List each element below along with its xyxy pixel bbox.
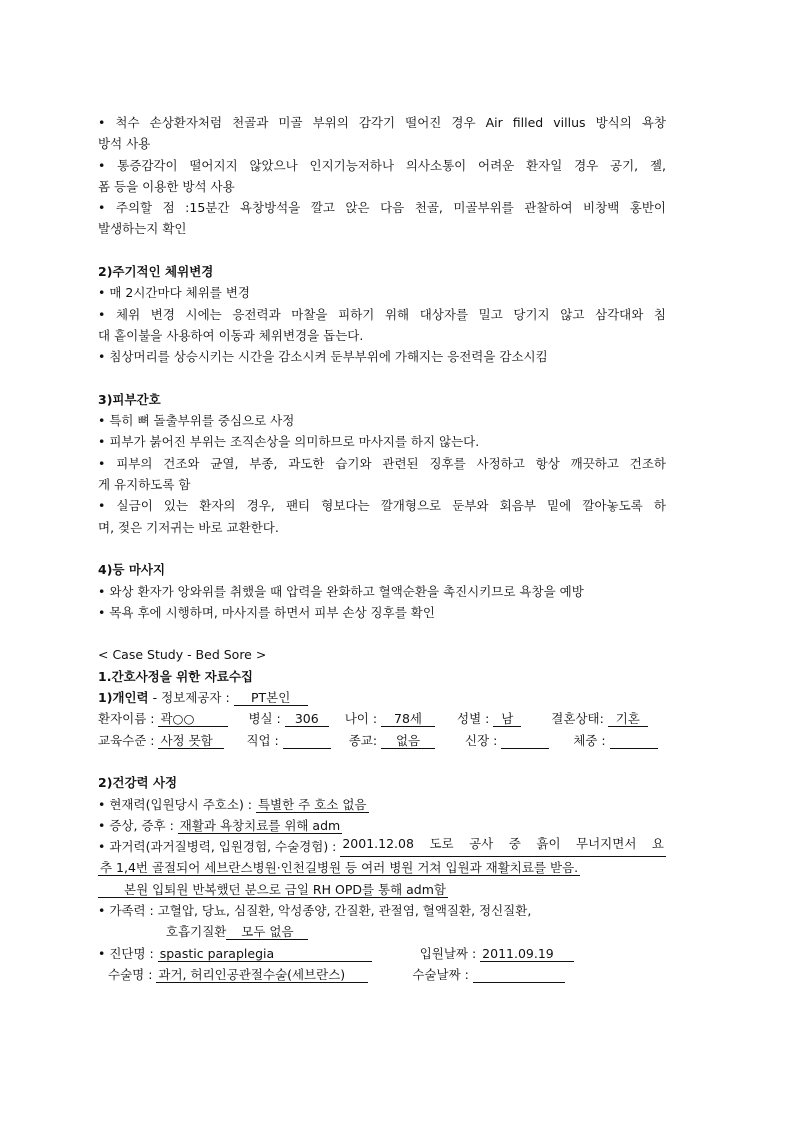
family-value-1: 고혈압, 당뇨, 심질환, 악성종양, 간질환, 관절염, 혈액질환, 정신질환, (157, 902, 532, 918)
name-value: 곽○○ (158, 711, 228, 727)
op-label: 수술명 : (108, 966, 157, 982)
family-value-3: 모두 없음 (226, 924, 308, 940)
patient-info-row (98, 708, 666, 729)
document-page (98, 112, 666, 985)
section-line: • 침상머리를 상승시키는 시간을 감소시켜 둔부부위에 가해지는 응전력을 감소시킴 (98, 349, 548, 365)
personal-title: 1)개인력 (98, 690, 149, 706)
job-label: 직업 : (246, 732, 283, 748)
section-line: • 피부가 붉어진 부위는 조직손상을 의미하므로 마사지를 하지 않는다. (98, 434, 480, 450)
marital-label: 결혼상태: (551, 711, 608, 727)
opdate-blank (473, 967, 565, 983)
section-title: 4)등 마사지 (98, 562, 166, 578)
job-blank (283, 733, 331, 749)
past-value-1: 2001.12.08 도로 공사 중 흙이 무너지면서 요 (340, 836, 666, 857)
sex-value: 남 (493, 711, 521, 727)
present-value: 특별한 주 호소 없음 (257, 796, 367, 812)
family-history-row (98, 921, 666, 942)
intro-line: 방석 사용 (98, 136, 151, 152)
section-line: • 목욕 후에 시행하며, 마사지를 하면서 피부 손상 징후를 확인 (98, 604, 435, 620)
dx-value: spastic paraplegia (158, 946, 372, 962)
past-history-row (98, 836, 666, 857)
section-line: 게 유지하도록 함 (98, 477, 191, 493)
intro-line: • 척수 손상환자처럼 천골과 미골 부위의 감각기 떨어진 경우 Air filled villus 방식의 욕창 (98, 115, 666, 130)
surgery-row (98, 964, 666, 985)
section-title: 3)피부간호 (98, 391, 161, 407)
section-line: • 실금이 있는 환자의 경우, 팬티 형보다는 깔개형으로 둔부와 회음부 밑에 깔아놓도록 하 (98, 498, 666, 514)
present-illness-row (98, 794, 666, 815)
provider-label: - 정보제공자 : (148, 690, 234, 706)
religion-value: 없음 (381, 733, 435, 749)
present-label: • 현재력(입원당시 주호소) : (98, 796, 256, 812)
edu-value: 사정 못함 (158, 733, 224, 749)
op-value: 과거, 허리인공관절수술(세브란스) (156, 967, 368, 983)
room-label: 병실 : (248, 711, 285, 727)
marital-value: 기혼 (608, 711, 648, 727)
section-line: 며, 젖은 기저귀는 바로 교환한다. (98, 519, 279, 535)
family-value-2: 호흡기질환 (166, 924, 227, 940)
past-value-3: 본원 입퇴원 반복했던 분으로 금일 RH OPD를 통해 adm함 (98, 882, 448, 898)
section-line: • 체위 변경 시에는 응전력과 마찰을 피하기 위해 대상자를 밀고 당기지 않고 삼각대와 침 (98, 306, 666, 322)
diagnosis-row (98, 943, 666, 964)
intro-line: • 주의할 점 :15분간 욕창방석을 깔고 앉은 다음 천골, 미골부위를 관찰하여 비창백 홍반이 (98, 200, 666, 216)
provider-value: PT본인 (234, 690, 308, 706)
section-line: 대 홑이불을 사용하여 이동과 체위변경을 돕는다. (98, 327, 364, 343)
religion-label: 종교: (348, 732, 382, 748)
case-heading: < Case Study - Bed Sore > (98, 647, 267, 663)
room-value: 306 (285, 711, 329, 727)
admit-value: 2011.09.19 (480, 946, 574, 962)
section-line: • 와상 환자가 앙와위를 취했을 때 압력을 완화하고 혈액순환을 촉진시키므로 욕창을 예방 (98, 583, 584, 599)
opdate-label: 수술날짜 : (412, 966, 473, 982)
past-label: • 과거력(과거질병력, 입원경험, 수술경험) : (98, 839, 341, 855)
dx-label: • 진단명 : (98, 945, 158, 961)
weight-label: 체중 : (573, 732, 610, 748)
intro-line: 폼 등을 이용한 방석 사용 (98, 178, 235, 194)
personal-history-row (98, 687, 666, 708)
weight-blank (610, 733, 658, 749)
patient-info-row (98, 730, 666, 751)
admit-label: 입원날짜 : (419, 945, 481, 961)
symptom-value: 재활과 욕창치료를 위해 adm (179, 817, 341, 833)
past-history-row (98, 879, 666, 900)
age-label: 나이 : (344, 711, 382, 727)
name-label: 환자이름 : (98, 711, 159, 727)
intro-line: • 통증감각이 떨어지지 않았으나 인지기능저하나 의사소통이 어려운 환자일 경우 공기, 젤, (98, 157, 666, 173)
section-line: • 매 2시간마다 체위를 변경 (98, 285, 250, 301)
edu-label: 교육수준 : (98, 732, 159, 748)
case-subheading: 1.간호사정을 위한 자료수집 (98, 668, 253, 684)
past-history-row (98, 857, 666, 878)
section-line: • 피부의 건조와 균열, 부종, 과도한 습기와 관련된 징후를 사정하고 항상 깨끗하고 건조하 (98, 455, 666, 471)
family-history-row (98, 900, 666, 921)
intro-line: 발생하는지 확인 (98, 221, 187, 237)
section-line: • 특히 뼈 돌출부위를 중심으로 사정 (98, 413, 295, 429)
symptom-row (98, 815, 666, 836)
height-label: 신장 : (465, 732, 502, 748)
past-value-2: 추 1,4번 골절되어 세브란스병원·인천길병원 등 여러 병원 거쳐 입원과 재활치료를 받음. (100, 860, 579, 876)
age-value: 78세 (381, 711, 435, 727)
height-blank (501, 733, 549, 749)
family-label: • 가족력 : (98, 902, 158, 918)
symptom-label: • 증상, 증후 : (98, 817, 178, 833)
health-title: 2)건강력 사정 (98, 775, 178, 791)
section-title: 2)주기적인 체위변경 (98, 264, 214, 280)
sex-label: 성별 : (457, 711, 494, 727)
